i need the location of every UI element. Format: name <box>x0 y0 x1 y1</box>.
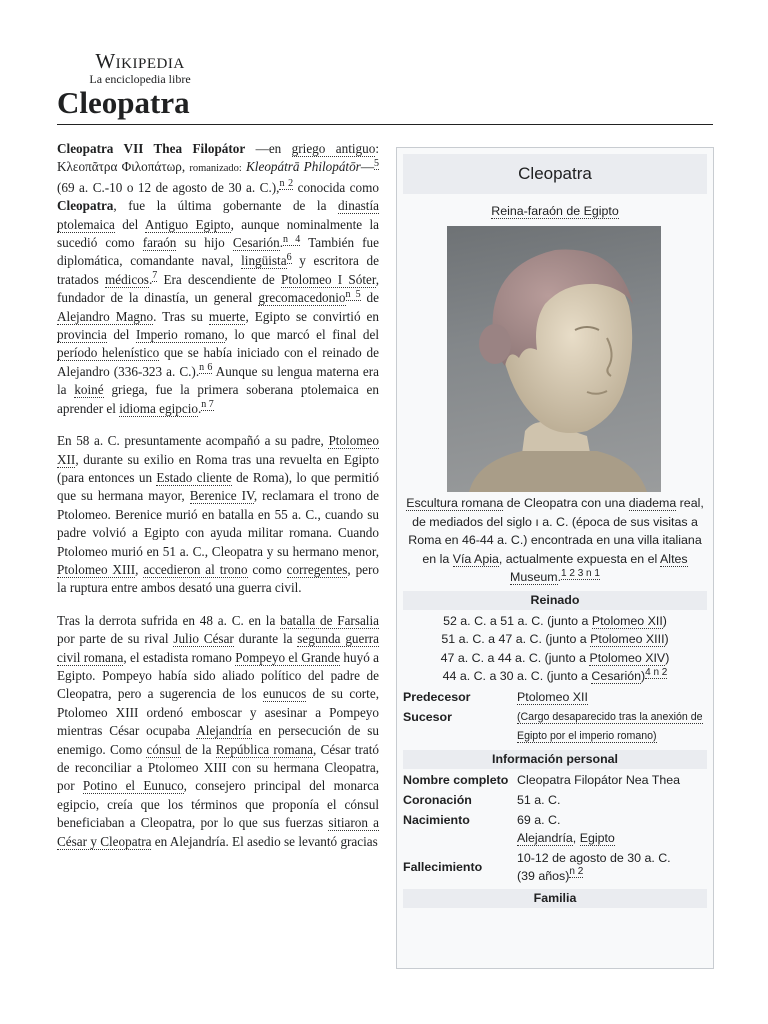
link-linguista[interactable]: lingüista <box>241 253 287 269</box>
link-corregentes[interactable]: corregentes <box>286 561 348 577</box>
link-consul[interactable]: cónsul <box>146 741 181 757</box>
link-reign-cesarion[interactable]: Cesarión <box>591 669 641 683</box>
link-ptolomeo-xii[interactable]: Ptolomeo XII <box>57 433 379 467</box>
reign-list <box>397 612 713 686</box>
bust-illustration <box>447 226 661 492</box>
link-ptolomeo-i[interactable]: Ptolomeo I Sóter <box>281 271 376 287</box>
note-n4[interactable]: n 4 <box>283 233 301 245</box>
link-ptolomeo-xiii[interactable]: Ptolomeo XIII <box>57 561 136 577</box>
reign-row: 51 a. C. a 47 a. C. (junto a Ptolomeo XIII) <box>441 632 669 646</box>
article-body <box>57 140 379 865</box>
wikipedia-wordmark: Wikipedia <box>95 49 185 73</box>
link-cesarion[interactable]: Cesarión <box>232 235 280 251</box>
row-coronacion: Coronación 51 a. C. <box>403 792 561 807</box>
link-alejandro-magno[interactable]: Alejandro Magno <box>57 308 154 324</box>
greek-name: Κλεοπᾶτρα Φιλοπάτωρ, <box>57 159 186 175</box>
link-muerte[interactable]: muerte <box>208 308 246 324</box>
link-griego-antiguo[interactable]: griego antiguo <box>291 141 376 156</box>
note-n7[interactable]: n 7 <box>201 399 214 411</box>
infobox <box>396 147 714 969</box>
paragraph-war: Tras la derrota sufrida en 48 a. C. en la batalla de Farsalia por parte de su rival Julio César durante la segunda guerra civil romana, el estadista romano Pompeyo el Grande huyó a Egipto. Pompeyo había sido aliado político del padre de Cleopatra, pero a sugerencia de los eunucos de su corte, Ptolomeo XIII ordenó emboscar y asesinar a Pompeyo mientras César ocupaba Alejandría en persecución de su enemigo. Como cónsul de la República romana, César trató de reconciliar a Ptolomeo XIII con su hermana Cleopatra, por Potino el Eunuco, consejero principal del monarca egipcio, creía que los términos que proponía el cónsul beneficiaban a Cleopatra, por lo que sus fuerzas sitiaron a César y Cleopatra en Alejandría. El asedio se levantó gracias <box>57 612 379 849</box>
reign-row: 52 a. C. a 51 a. C. (junto a Ptolomeo XII) <box>443 613 667 628</box>
link-julio-cesar[interactable]: Julio César <box>173 631 234 647</box>
link-batalla-farsalia[interactable]: batalla de Farsalia <box>280 612 379 628</box>
link-altes-museum[interactable]: Altes Museum <box>510 551 688 584</box>
link-diadema[interactable]: diadema <box>628 496 677 510</box>
link-potino[interactable]: Potino el Eunuco <box>82 778 184 794</box>
ref-6[interactable]: 6 <box>286 252 292 264</box>
ref-7[interactable]: 7 <box>152 270 158 282</box>
link-eunucos[interactable]: eunucos <box>262 686 307 702</box>
row-fallecimiento: Fallecimiento 10-12 de agosto de 30 a. C. (39 años)$^{n 2}$ <box>403 850 671 883</box>
row-sucesor: Sucesor (Cargo desaparecido tras la anexión de Egipto por el imperio romano) <box>403 709 703 742</box>
link-medicos[interactable]: médicos <box>104 271 149 287</box>
link-sitiaron[interactable]: sitiaron a César y Cleopatra <box>57 815 379 849</box>
link-estado-cliente[interactable]: Estado cliente <box>156 469 232 485</box>
reign-refs[interactable]: 4 n 2 <box>645 666 668 678</box>
row-nombre: Nombre completo Cleopatra Filopátor Nea Thea <box>403 772 681 787</box>
row-predecesor: Predecesor Ptolomeo XII <box>403 689 588 704</box>
link-reign-ptolomeo-xiv[interactable]: Ptolomeo XIV <box>589 650 666 665</box>
reign-row: 44 a. C. a 30 a. C. (junto a Cesarión)$^{4 n 2}$ <box>442 666 668 683</box>
link-provincia[interactable]: provincia <box>57 327 107 343</box>
link-pompeyo[interactable]: Pompeyo el Grande <box>235 649 341 665</box>
infobox-caption: Escultura romana de Cleopatra con una diadema real, de mediados del siglo ı a. C. (época de sus visitas a Roma en 46-44 a. C.) encontrada en una villa italiana en la Vía Apia, actualmente expuesta en el Altes Museum.$^{1 2 3 n 1}$ <box>406 496 704 584</box>
note-n5[interactable]: n 5 <box>345 288 361 300</box>
note-n6[interactable]: n 6 <box>199 362 213 374</box>
link-reign-ptolomeo-xii[interactable]: Ptolomeo XII <box>591 613 663 628</box>
link-escultura-romana[interactable]: Escultura romana <box>406 496 504 510</box>
link-dinastia-ptolemaica[interactable]: dinastía ptolemaica <box>57 198 379 232</box>
section-familia: Familia <box>403 889 707 908</box>
link-via-apia[interactable]: Vía Apia <box>452 551 499 566</box>
note-death-ref[interactable]: n 2 <box>569 866 584 878</box>
section-informacion-personal: Información personal <box>403 750 707 769</box>
link-alejandria-birth[interactable]: Alejandría <box>517 830 573 845</box>
section-reinado: Reinado <box>403 591 707 610</box>
link-imperio-romano[interactable]: Imperio romano <box>135 327 225 343</box>
link-grecomacedonio[interactable]: grecomacedonio <box>258 290 346 306</box>
reign-row: 47 a. C. a 44 a. C. (junto a Ptolomeo XIV) <box>440 650 670 665</box>
link-accedieron-al-trono[interactable]: accedieron al trono <box>143 561 248 577</box>
link-koine[interactable]: koiné <box>74 382 104 398</box>
wikipedia-tagline: La enciclopedia libre <box>89 72 191 86</box>
paragraph-intro: Cleopatra VII Thea Filopátor —en griego antiguo: Κλεοπᾶτρα Φιλοπάτωρ, romanizado: Kleopátrā Philopátōr—$^5$ (69 a. C.-10 o 12 de agosto de 30 a. C.),$^{n 2}$ conocida como Cleopatra, fue la última gobernante de la dinastía ptolemaica del Antiguo Egipto, aunque nominalmente la sucedió como faraón su hijo Cesarión.$^{n 4}$ También fue diplomática, comandante naval, lingüista$^6$ y escritora de tratados médicos.$^7$ Era descendiente de Ptolomeo I Sóter, fundador de la dinastía, un general grecomacedonio$^{n 5}$ de Alejandro Magno. Tras su muerte, Egipto se convirtió en provincia del Imperio romano, lo que marcó el final del período helenístico que se había iniciado con el reinado de Alejandro (336-323 a. C.).$^{n 6}$ Aunque su lengua materna era la koiné griega, fue la primera soberana ptolemaica en aprender el idioma egipcio.$^{n 7}$ <box>57 141 380 416</box>
paragraph-reign: En 58 a. C. presuntamente acompañó a su padre, Ptolomeo XII, durante su exilio en Roma tras una revuelta en Egipto (para entonces un Estado cliente de Roma), lo que permitió que su hermana mayor, Berenice IV, reclamara el trono de Ptolomeo. Berenice murió en batalla en 55 a. C., cuando su padre volvió a Egipto con ayuda militar romana. Cuando Ptolomeo murió en 51 a. C., Cleopatra y su hermano menor, Ptolomeo XIII, accedieron al trono como corregentes, pero la ruptura entre ambos desató una guerra civil. <box>57 433 379 596</box>
link-republica-romana[interactable]: República romana <box>215 741 313 757</box>
row-nacimiento: Nacimiento 69 a. C. Alejandría, Egipto <box>403 812 615 845</box>
link-alejandria[interactable]: Alejandría <box>196 723 252 739</box>
infobox-title: Cleopatra <box>403 154 707 194</box>
title-divider <box>57 124 713 125</box>
link-berenice-iv[interactable]: Berenice IV <box>189 488 254 504</box>
ref-5[interactable]: 5 <box>374 158 380 170</box>
page-title: Cleopatra <box>57 85 190 120</box>
link-sucesor[interactable]: (Cargo desaparecido tras la anexión de Egipto por el imperio romano) <box>517 710 703 742</box>
article-subject: Cleopatra VII Thea Filopátor <box>57 141 246 156</box>
romanized-label: romanizado: <box>189 163 242 175</box>
link-periodo-helenistico[interactable]: período helenístico <box>57 345 160 361</box>
romanized-name: Kleopátrā Philopátōr <box>246 159 361 175</box>
link-predecesor[interactable]: Ptolomeo XII <box>517 689 588 704</box>
link-idioma-egipcio[interactable]: idioma egipcio <box>119 400 198 416</box>
link-antiguo-egipto[interactable]: Antiguo Egipto <box>144 216 231 232</box>
wikipedia-logo[interactable] <box>75 50 205 86</box>
link-faraon[interactable]: faraón <box>142 235 177 251</box>
cleopatra-bust-image[interactable] <box>447 226 661 492</box>
infobox-subtitle-link[interactable]: Reina-faraón de Egipto <box>491 204 619 218</box>
caption-refs[interactable]: 1 2 3 n 1 <box>561 567 600 579</box>
link-egipto-birth[interactable]: Egipto <box>579 830 615 845</box>
link-reign-ptolomeo-xiii[interactable]: Ptolomeo XIII <box>590 632 665 646</box>
link-segunda-guerra-civil[interactable]: segunda guerra civil romana <box>57 631 379 665</box>
note-n2[interactable]: n 2 <box>279 178 294 190</box>
